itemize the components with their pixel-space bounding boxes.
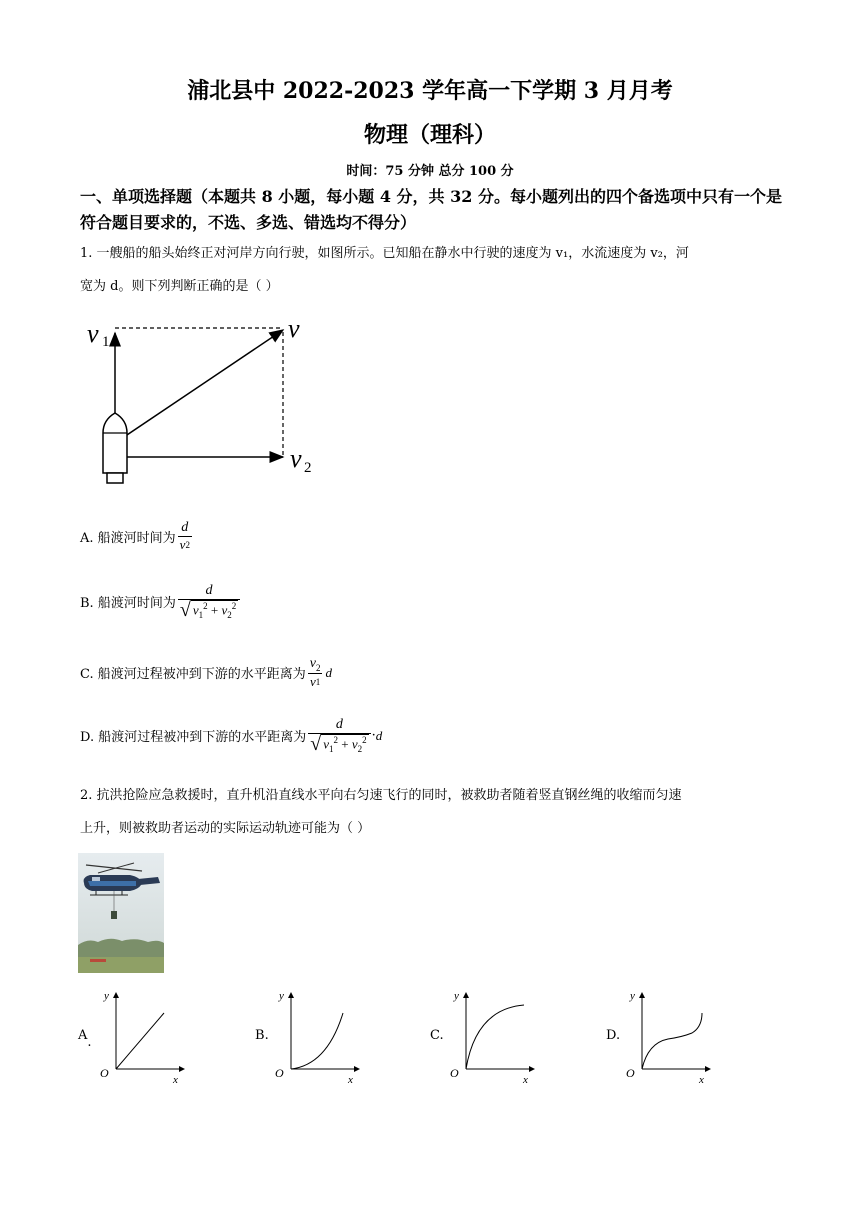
svg-text:y: y xyxy=(279,990,284,1002)
label-v: v xyxy=(288,315,300,343)
svg-text:O: O xyxy=(450,1066,459,1080)
option-a-text: A. 船渡河时间为 xyxy=(80,531,176,546)
exam-meta: 时间：75 分钟 总分 100 分 xyxy=(346,164,514,179)
fraction-d-over-v2: d v 2 xyxy=(179,520,190,552)
q2-graph-c xyxy=(446,985,542,1085)
svg-text:O: O xyxy=(626,1066,635,1080)
label-v2: v xyxy=(290,444,302,473)
option-c: C. 船渡河过程被冲到下游的水平距离为 $v_2$ v 1 d xyxy=(80,656,332,689)
helicopter-rescue-photo xyxy=(78,853,164,973)
q2-option-b-label: B. xyxy=(255,1028,269,1043)
svg-text:x: x xyxy=(173,1074,178,1085)
trajectory-line-a xyxy=(116,1013,164,1069)
question-2-stem-line1: 2. 抗洪抢险应急救援时，直升机沿直线水平向右匀速飞行的同时，被救助者随着竖直钢丝绳的收缩而匀速 xyxy=(80,788,682,803)
boat-velocity-diagram xyxy=(85,315,325,490)
fraction-d-over-sqrt-d: d √ $v_1^2 + v_2^2$ xyxy=(308,717,370,754)
question-2-stem-line2: 上升，则被救助者运动的实际运动轨迹可能为（ ） xyxy=(80,821,371,836)
trajectory-curve-c xyxy=(466,1005,524,1069)
boat-icon xyxy=(103,413,127,473)
q2-graph-d xyxy=(622,985,718,1085)
svg-text:x: x xyxy=(699,1074,704,1085)
trajectory-curve-d xyxy=(642,1013,702,1069)
svg-text:O: O xyxy=(100,1066,109,1080)
label-v2-sub: 2 xyxy=(304,460,312,476)
option-c-text: C. 船渡河过程被冲到下游的水平距离为 xyxy=(80,667,306,683)
question-1-stem-line1: 1. 一艘船的船头始终正对河岸方向行驶，如图所示。已知船在静水中行驶的速度为 v₁，水流速度为 v₂，河 xyxy=(80,246,689,261)
svg-text:x: x xyxy=(523,1074,528,1085)
trajectory-curve-b xyxy=(291,1013,343,1069)
option-a xyxy=(80,520,192,553)
svg-text:y: y xyxy=(454,990,459,1002)
label-v1-sub: 1 xyxy=(102,334,110,350)
svg-text:O: O xyxy=(275,1066,284,1080)
q2-graph-b xyxy=(271,985,367,1085)
q2-graph-a xyxy=(96,985,192,1085)
question-1-stem-line2: 宽为 d。则下列判断正确的是（ ） xyxy=(80,279,279,294)
svg-text:x: x xyxy=(348,1074,353,1085)
v-arrow xyxy=(115,330,283,443)
fraction-v2-over-v1: $v_2$ v 1 xyxy=(309,656,321,689)
option-b-text: B. 船渡河时间为 xyxy=(80,596,176,611)
q2-option-c-label: C. xyxy=(430,1028,444,1043)
q2-option-a-label: A. xyxy=(78,1028,92,1050)
label-v1: v xyxy=(87,319,99,348)
option-b xyxy=(80,583,240,620)
page-subtitle: 物理（理科） xyxy=(363,122,496,148)
option-d-text: D. 船渡河过程被冲到下游的水平距离为 xyxy=(80,730,307,745)
option-d: D. 船渡河过程被冲到下游的水平距离为 d √ $v_1^2 + v_2^2$ · d xyxy=(80,717,383,755)
q2-option-d-label: D. xyxy=(606,1028,621,1043)
fraction-d-over-sqrt: d √ $v_1^2 + v_2^2$ xyxy=(178,583,240,620)
svg-text:y: y xyxy=(104,990,109,1002)
section-heading: 一、单项选择题（本题共 8 小题，每小题 4 分，共 32 分。每小题列出的四个备选项中只有一个是符合题目要求的，不选、多选、错选均不得分） xyxy=(80,187,782,232)
page-title: 浦北县中 2022-2023 学年高一下学期 3 月月考 xyxy=(187,78,673,104)
svg-text:y: y xyxy=(630,990,635,1002)
